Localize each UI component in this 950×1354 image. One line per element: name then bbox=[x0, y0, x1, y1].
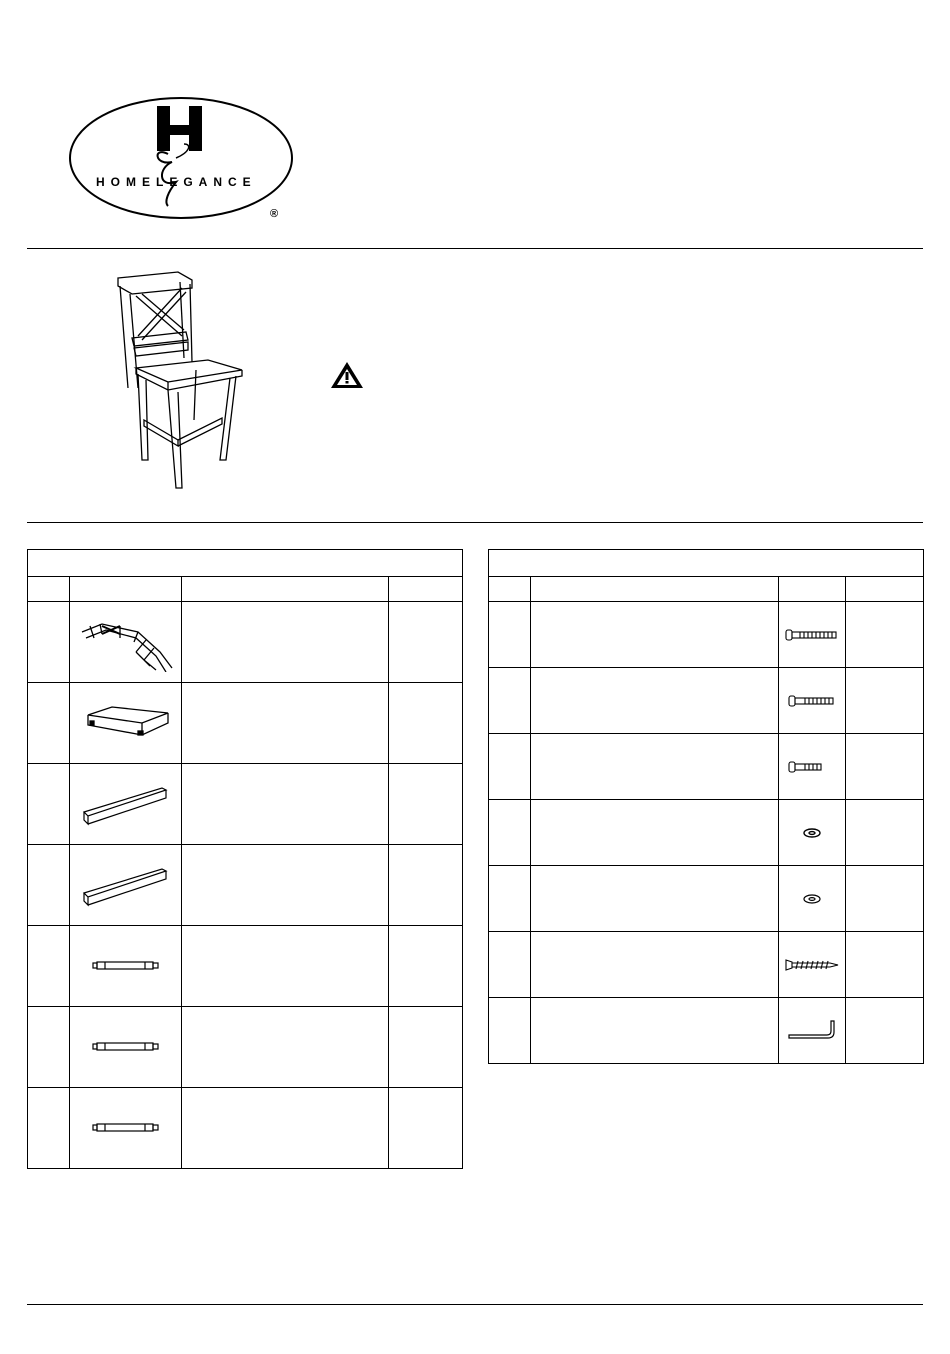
col-header bbox=[70, 577, 182, 602]
divider-middle bbox=[27, 522, 923, 523]
long-stretcher-icon bbox=[70, 845, 182, 926]
col-header bbox=[779, 577, 846, 602]
hardware-id-cell bbox=[489, 668, 531, 734]
hardware-description-cell bbox=[531, 800, 779, 866]
hardware-qty-cell bbox=[846, 932, 924, 998]
hardware-id-cell bbox=[489, 602, 531, 668]
part-qty-cell bbox=[389, 845, 463, 926]
wood-screw-icon bbox=[779, 932, 846, 998]
part-id-cell bbox=[28, 1007, 70, 1088]
hardware-description-cell bbox=[531, 932, 779, 998]
part-qty-cell bbox=[389, 1088, 463, 1169]
part-id-cell bbox=[28, 683, 70, 764]
part-qty-cell bbox=[389, 764, 463, 845]
brand-logo bbox=[68, 96, 298, 226]
part-description-cell bbox=[182, 926, 389, 1007]
part-description-cell bbox=[182, 845, 389, 926]
hardware-table-title bbox=[489, 550, 924, 577]
col-header bbox=[489, 577, 531, 602]
divider-bottom bbox=[27, 1304, 923, 1305]
hardware-description-cell bbox=[531, 668, 779, 734]
hardware-qty-cell bbox=[846, 866, 924, 932]
part-description-cell bbox=[182, 1007, 389, 1088]
col-header bbox=[846, 577, 924, 602]
hardware-description-cell bbox=[531, 998, 779, 1064]
table-row bbox=[489, 800, 924, 866]
hardware-description-cell bbox=[531, 602, 779, 668]
part-description-cell bbox=[182, 683, 389, 764]
flat-washer-icon bbox=[779, 866, 846, 932]
warning-icon bbox=[330, 360, 364, 390]
hardware-id-cell bbox=[489, 998, 531, 1064]
part-qty-cell bbox=[389, 683, 463, 764]
seat-icon bbox=[70, 683, 182, 764]
part-id-cell bbox=[28, 602, 70, 683]
table-row bbox=[28, 1088, 463, 1169]
hardware-qty-cell bbox=[846, 734, 924, 800]
hardware-qty-cell bbox=[846, 998, 924, 1064]
col-header bbox=[531, 577, 779, 602]
medium-bolt-icon bbox=[779, 668, 846, 734]
col-header bbox=[182, 577, 389, 602]
logo-oval bbox=[68, 96, 298, 226]
hardware-id-cell bbox=[489, 932, 531, 998]
hardware-id-cell bbox=[489, 866, 531, 932]
part-id-cell bbox=[28, 845, 70, 926]
hardware-qty-cell bbox=[846, 800, 924, 866]
bar-stool-icon bbox=[108, 270, 248, 492]
part-description-cell bbox=[182, 602, 389, 683]
hardware-id-cell bbox=[489, 800, 531, 866]
hardware-qty-cell bbox=[846, 602, 924, 668]
table-row bbox=[28, 683, 463, 764]
table-row bbox=[28, 1007, 463, 1088]
registered-mark: ® bbox=[270, 208, 279, 220]
table-row bbox=[489, 932, 924, 998]
table-row bbox=[489, 734, 924, 800]
lock-washer-icon bbox=[779, 800, 846, 866]
part-description-cell bbox=[182, 764, 389, 845]
hardware-table bbox=[488, 549, 924, 1064]
table-row bbox=[489, 866, 924, 932]
allen-key-icon bbox=[779, 998, 846, 1064]
long-bolt-icon bbox=[779, 602, 846, 668]
parts-table-title bbox=[28, 550, 463, 577]
short-bolt-icon bbox=[779, 734, 846, 800]
hardware-description-cell bbox=[531, 866, 779, 932]
part-description-cell bbox=[182, 1088, 389, 1169]
table-row bbox=[489, 602, 924, 668]
part-id-cell bbox=[28, 764, 70, 845]
hardware-description-cell bbox=[531, 734, 779, 800]
short-rail-icon bbox=[70, 1007, 182, 1088]
col-header bbox=[28, 577, 70, 602]
hardware-qty-cell bbox=[846, 668, 924, 734]
short-rail-icon bbox=[70, 926, 182, 1007]
col-header bbox=[389, 577, 463, 602]
divider-top bbox=[27, 248, 923, 249]
table-row bbox=[489, 998, 924, 1064]
table-row bbox=[28, 764, 463, 845]
part-qty-cell bbox=[389, 1007, 463, 1088]
part-id-cell bbox=[28, 1088, 70, 1169]
part-qty-cell bbox=[389, 926, 463, 1007]
table-row bbox=[28, 845, 463, 926]
brand-name: HOMELEGANCE bbox=[96, 175, 257, 189]
chair-back-icon bbox=[70, 602, 182, 683]
long-stretcher-icon bbox=[70, 764, 182, 845]
table-row bbox=[28, 602, 463, 683]
parts-table bbox=[27, 549, 463, 1169]
table-row bbox=[28, 926, 463, 1007]
table-row bbox=[489, 668, 924, 734]
part-id-cell bbox=[28, 926, 70, 1007]
short-rail-icon bbox=[70, 1088, 182, 1169]
hardware-id-cell bbox=[489, 734, 531, 800]
part-qty-cell bbox=[389, 602, 463, 683]
